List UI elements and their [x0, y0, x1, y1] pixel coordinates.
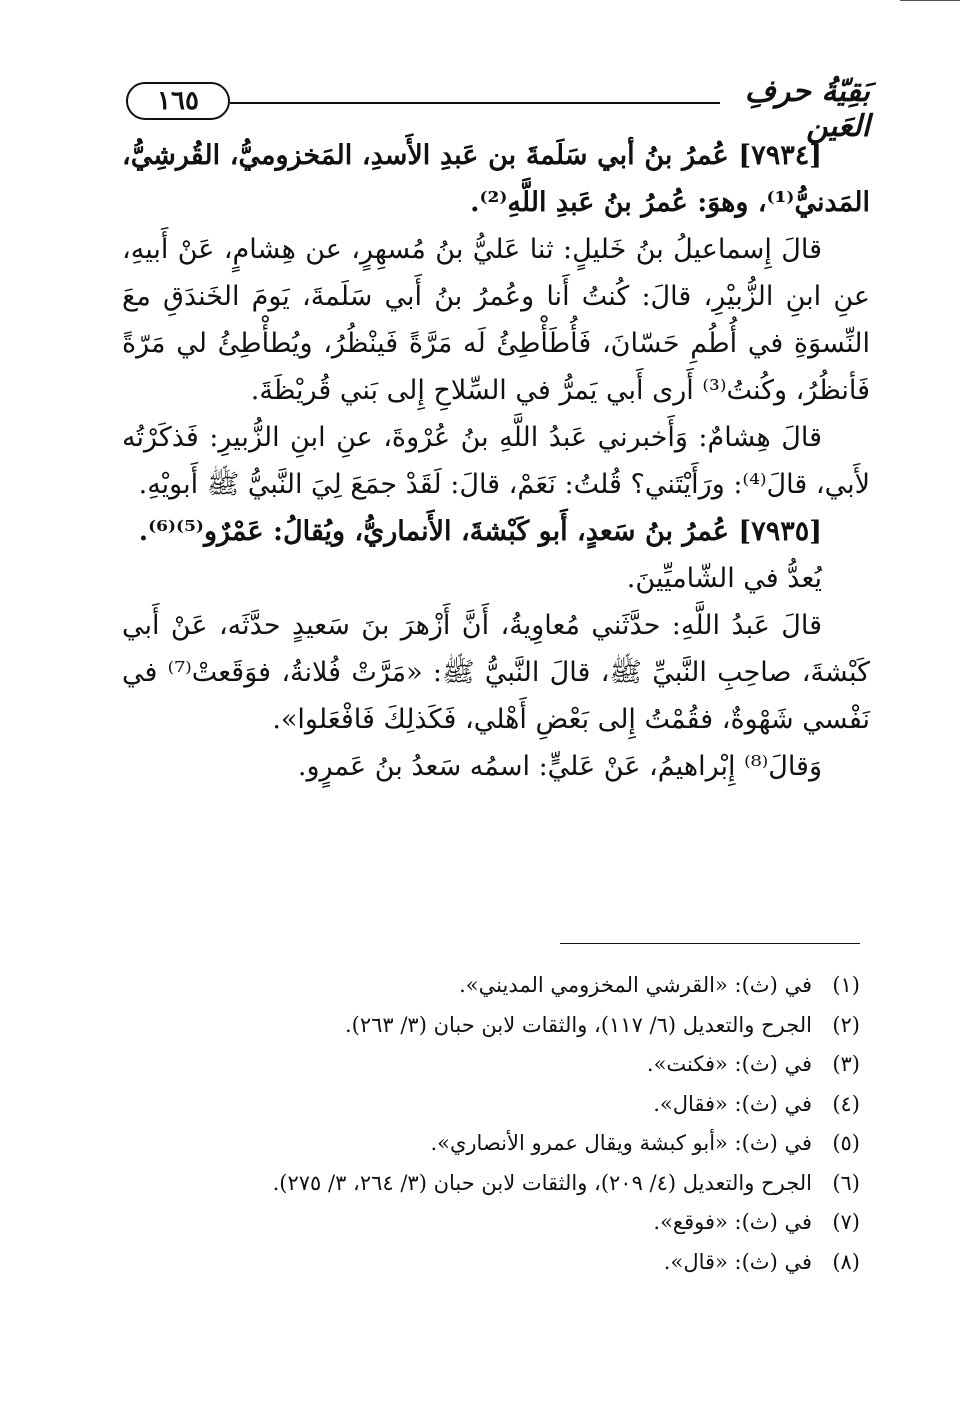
page-number: ١٦٥: [157, 86, 199, 116]
paragraph: وَقالَ⁽⁸⁾ إِبْراهيمُ، عَنْ عَليٍّ: اسمُه سَعدُ بنُ عَمرٍو.: [297, 751, 822, 782]
footnote-number: (٧): [832, 1210, 860, 1234]
paragraph: قالَ إِسماعيلُ بنُ خَليلٍ: ثنا عَليُّ بنُ مُسهِرٍ، عن هِشامٍ، عَنْ أَبيهِ، عنِ ابنِ الزُّبيْرِ، قالَ: كُنتُ أَنا وعُمرُ بنُ أَبي سَلَمةَ، يَومَ الخَندَقِ معَ النِّسوَةِ في أُطُمِ حَسّانَ، فَأُطَأْطِئُ لَه مَرَّةً فَينْظُرُ، ويُطأْطِئُ لي مَرّةً فَأنظُرُ، وكُنتُ⁽³⁾ أَرى أَبي يَمرُّ في السِّلاحِ إِلى بَني قُريْظَةَ.: [122, 234, 870, 406]
running-title: بَقِيّةُ حرفِ العَين: [744, 74, 870, 144]
footnote-item: [140, 1243, 860, 1283]
corner-rule: [900, 0, 960, 1]
footnote-number: (٦): [832, 1170, 860, 1195]
footnote-text: في (ث): «أبو كبشة ويقال عمرو الأنصاري».: [430, 1131, 812, 1155]
footnote-text: الجرح والتعديل (٤/ ٢٠٩)، والثقات لابن حبان (٣/ ٢٦٤، ٣/ ٢٧٥).: [272, 1170, 812, 1195]
footnote-item: [140, 1085, 860, 1125]
footnote-text: الجرح والتعديل (٦/ ١١٧)، والثقات لابن حبان (٣/ ٢٦٣).: [344, 1012, 812, 1037]
footnote-item: [140, 1124, 860, 1164]
footnote-number: (٣): [832, 1052, 860, 1076]
footnote-number: (١): [832, 973, 860, 997]
footnote-separator: [560, 943, 860, 944]
footnote-number: (٥): [832, 1131, 860, 1155]
footnote-number: (٢): [832, 1012, 860, 1037]
footnote-number: (٤): [832, 1091, 860, 1116]
paragraph: يُعدُّ في الشّاميِّينَ.: [626, 563, 822, 594]
footnote-item: [140, 1006, 860, 1046]
entry-heading: [٧٩٣٥] عُمرُ بنُ سَعدٍ، أَبو كَبْشةَ، الأَنماريُّ، ويُقالُ: عَمْرٌو⁽⁵⁾⁽⁶⁾.: [138, 516, 822, 547]
footnote-item: [140, 1164, 860, 1204]
footnote-text: في (ث): «فقال».: [653, 1091, 812, 1116]
footnote-text: في (ث): «القرشي المخزومي المديني».: [459, 973, 812, 997]
footnote-item: [140, 1203, 860, 1243]
paragraph: قالَ هِشامٌ: وَأَخبرني عَبدُ اللَّهِ بنُ عُرْوةَ، عنِ ابنِ الزُّبيرِ: فَذكَرْتُه لأَبي، قالَ⁽⁴⁾: ورَأَيْتَني؟ قُلتُ: نَعَمْ، قالَ: لَقَدْ جمَعَ لِيَ النَّبيُّ ﷺ أَبويْهِ.: [122, 422, 870, 500]
entry-heading: [٧٩٣٤] عُمرُ بنُ أبي سَلَمةَ بن عَبدِ الأَسدِ، المَخزوميُّ، القُرشِيُّ، المَدنيُّ⁽¹⁾، وهوَ: عُمرُ بنُ عَبدِ اللَّهِ⁽²⁾.: [122, 140, 870, 218]
footnote-number: (٨): [832, 1249, 860, 1274]
main-text: [122, 132, 870, 790]
footnotes: [140, 966, 860, 1282]
page-header: [120, 72, 870, 144]
footnote-item: [140, 966, 860, 1006]
footnote-text: في (ث): «فوقع».: [653, 1210, 812, 1234]
header-rule: [230, 102, 720, 104]
page-number-badge: [126, 82, 230, 120]
footnote-text: في (ث): «قال».: [663, 1249, 812, 1274]
footnote-text: في (ث): «فكنت».: [646, 1052, 812, 1076]
footnote-item: [140, 1045, 860, 1085]
paragraph: قالَ عَبدُ اللَّهِ: حدَّثَني مُعاوِيةُ، أَنَّ أَزْهرَ بنَ سَعيدٍ حدَّثَه، عَنْ أَبي كَبْشةَ، صاحِبِ النَّبيِّ ﷺ، قالَ النَّبيُّ ﷺ: «مَرَّتْ فُلانةُ، فوَقَعتْ⁽⁷⁾ في نَفْسي شَهْوةٌ، فقُمْتُ إِلى بَعْضِ أَهْلي، فَكَذلِكَ فَافْعَلوا».: [122, 610, 870, 735]
